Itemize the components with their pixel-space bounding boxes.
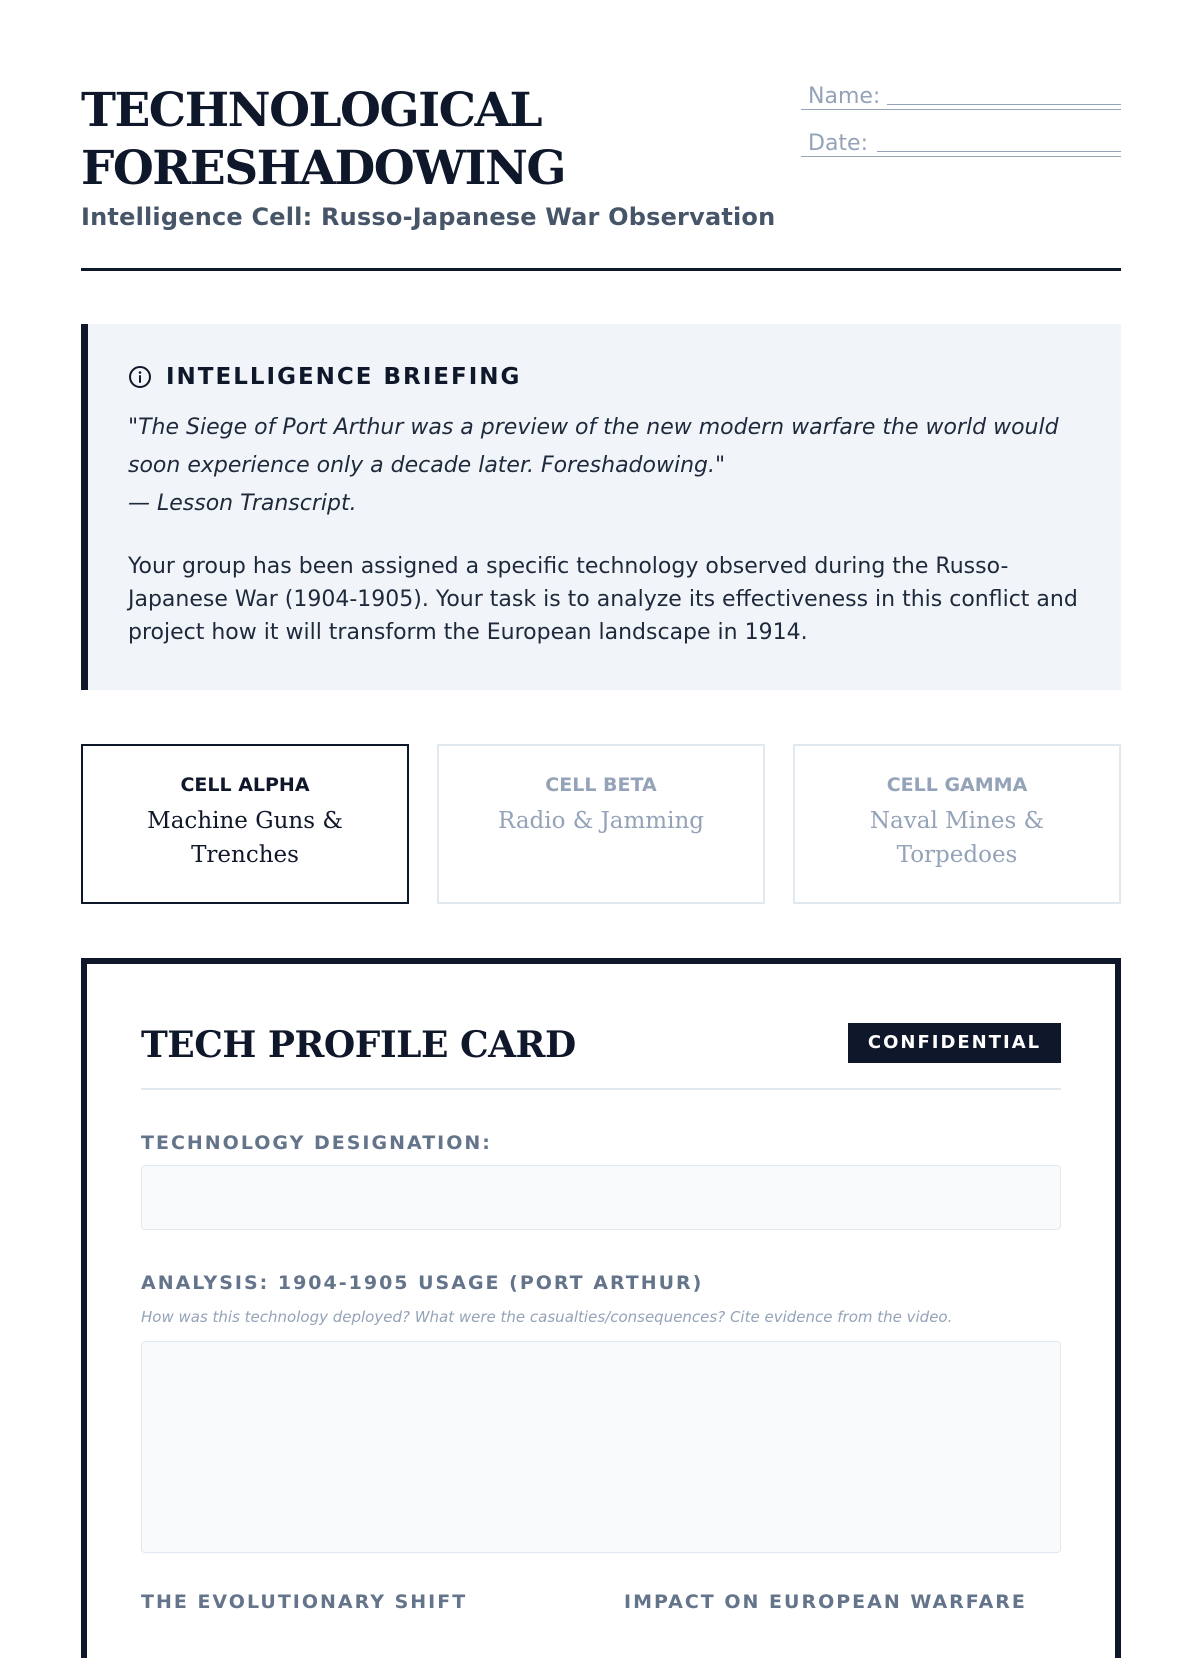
cell-tab-alpha[interactable] — [81, 744, 409, 904]
worksheet-header — [81, 82, 1121, 270]
tech-profile-card — [81, 958, 1121, 1658]
student-info-block — [801, 82, 1121, 176]
header-divider — [81, 268, 1121, 271]
analysis-hint: How was this technology deployed? What were the casualties/consequences? Cite evidence from the video. — [141, 1308, 953, 1326]
evolutionary-shift-label: THE EVOLUTIONARY SHIFT — [141, 1591, 468, 1613]
cell-technology: Naval Mines & Torpedoes — [869, 808, 1045, 868]
cell-tab-gamma[interactable] — [793, 744, 1121, 904]
cell-name: CELL BETA — [545, 774, 657, 796]
title-line-1: TECHNOLOGICAL — [81, 83, 542, 138]
cell-tab-beta[interactable] — [437, 744, 765, 904]
name-field[interactable] — [801, 82, 1121, 129]
date-field[interactable] — [801, 129, 1121, 176]
cell-technology: Radio & Jamming — [497, 808, 705, 834]
date-label: Date: — [808, 131, 868, 156]
page-subtitle: Intelligence Cell: Russo-Japanese War Observation — [81, 203, 776, 231]
european-impact-label: IMPACT ON EUROPEAN WARFARE — [624, 1591, 1027, 1613]
cell-name: CELL GAMMA — [886, 774, 1028, 796]
card-divider — [141, 1088, 1061, 1090]
cell-name: CELL ALPHA — [180, 774, 310, 796]
date-blank-line — [877, 151, 1121, 152]
cell-technology: Machine Guns & Trenches — [147, 808, 343, 868]
briefing-heading — [128, 364, 521, 390]
designation-label: TECHNOLOGY DESIGNATION: — [141, 1132, 492, 1154]
title-line-2: FORESHADOWING — [81, 141, 566, 196]
name-label: Name: — [808, 84, 881, 109]
designation-input[interactable] — [141, 1165, 1061, 1230]
quote-attribution: — Lesson Transcript. — [128, 491, 357, 516]
briefing-title: INTELLIGENCE BRIEFING — [166, 364, 522, 390]
confidential-badge: CONFIDENTIAL — [848, 1023, 1061, 1063]
info-icon — [128, 365, 152, 389]
date-underline — [801, 156, 1121, 157]
name-underline — [801, 109, 1121, 110]
briefing-instructions: Your group has been assigned a specific technology observed during the Russo-Japanese War (1904-1905). Your task is to analyze its effectiveness in this conflict and project how it will transform the European landscape in 1914. — [128, 554, 1078, 645]
intelligence-briefing — [81, 324, 1121, 690]
worksheet-page — [81, 0, 1121, 1613]
briefing-quote: "The Siege of Port Arthur was a preview of the new modern warfare the world would soon experience only a decade later. Foreshadowing." — [128, 415, 1059, 478]
name-blank-line — [887, 104, 1121, 105]
analysis-label: ANALYSIS: 1904-1905 USAGE (PORT ARTHUR) — [141, 1272, 704, 1294]
page-title — [81, 82, 781, 198]
card-title: TECH PROFILE CARD — [141, 1024, 576, 1066]
analysis-textarea[interactable] — [141, 1341, 1061, 1553]
cell-selector — [81, 744, 1121, 904]
